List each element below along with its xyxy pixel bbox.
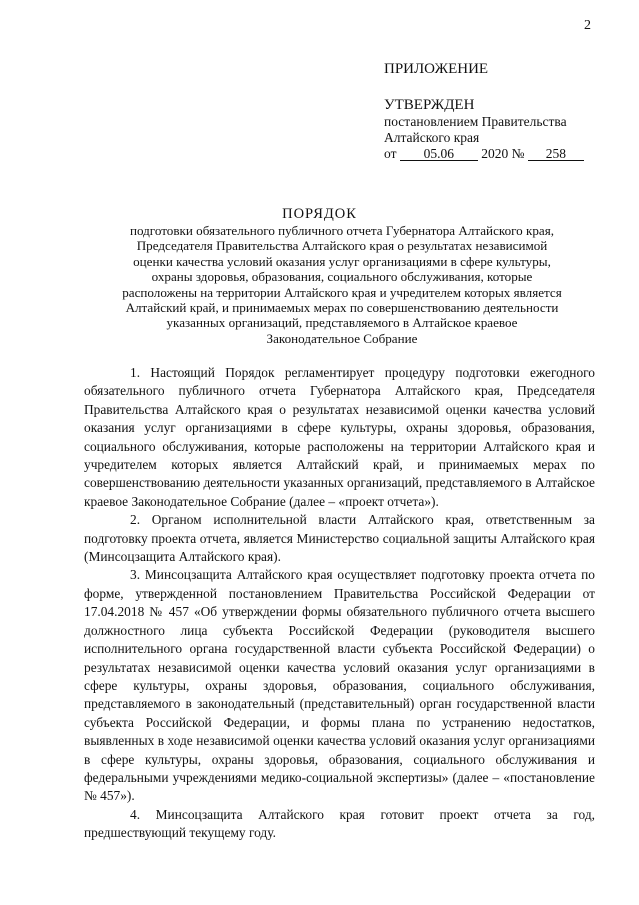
approval-line-region: Алтайского края [384, 130, 480, 145]
approval-year-text: 2020 № [481, 146, 525, 161]
paragraph-3: 3. Минсоцзащита Алтайского края осуществляет подготовку проекта отчета по форме, утвержденной постановлением Правительства Российской Федерации от 17.04.2018 № 457 «Об утверждении формы обязательного публичного отчета высшего должностного лица субъекта Российской Федерации (руководителя высшего исполнительного органа государственной власти субъекта Российской Федерации) о результатах независимой оценки качества условий оказания услуг организациями в сфере культуры, охраны здоровья, образования, социального обслуживания, представляемого в законодательный (представительный) орган государственной власти субъекта Российской Федерации, и формы плана по устранению недостатков, выявленных в ходе независимой оценки качества условий оказания услуг организациями в сфере культуры, охраны здоровья, образования, социального обслуживания и федеральными учреждениями медико-социальной экспертизы» (далее – «постановление № 457»). [84, 567, 595, 804]
approval-number: 258 [528, 148, 584, 161]
approval-date: 05.06 [400, 148, 478, 161]
paragraph-2: 2. Органом исполнительной власти Алтайского края, ответственным за подготовку проекта отчета, является Министерство социальной защиты Алтайского края (Минсоцзащита Алтайского края). [84, 512, 595, 565]
paragraph-4: 4. Минсоцзащита Алтайского края готовит проект отчета за год, предшествующий текущему году. [84, 806, 595, 841]
approval-title: УТВЕРЖДЕН [384, 97, 475, 113]
approval-date-line [384, 146, 584, 162]
document-body [84, 364, 595, 843]
page-number: 2 [584, 18, 591, 33]
approval-from-label: от [384, 146, 397, 161]
document-title: ПОРЯДОК [282, 206, 357, 222]
approval-line-resolution: постановлением Правительства [384, 114, 567, 129]
appendix-label: ПРИЛОЖЕНИЕ [384, 61, 489, 77]
paragraph-1: 1. Настоящий Порядок регламентирует процедуру подготовки ежегодного обязательного публичного отчета Губернатора Алтайского края, Председателя Правительства Алтайского края о результатах независимой оценки качества условий оказания услуг организациями в сфере культуры, охраны здоровья, образования, социального обслуживания, которые расположены на территории Алтайского края и учредителем которых является Алтайский край, и принимаемых мерах по совершенствованию деятельности указанных организаций, представляемого в Алтайское краевое Законодательное Собрание (далее – «проект отчета»). [84, 365, 595, 509]
document-subtitle: подготовки обязательного публичного отчета Губернатора Алтайского края, Председателя Правительства Алтайского края о результатах независимой оценки качества условий оказания услуг организациями в сфере культуры, охраны здоровья, образования, социального обслуживания, которые расположены на территории Алтайского края и учредителем которых является Алтайский край, и принимаемых мерах по совершенствованию деятельности указанных организаций, представляемого в Алтайское краевое Законодательное Собрание [122, 223, 562, 346]
